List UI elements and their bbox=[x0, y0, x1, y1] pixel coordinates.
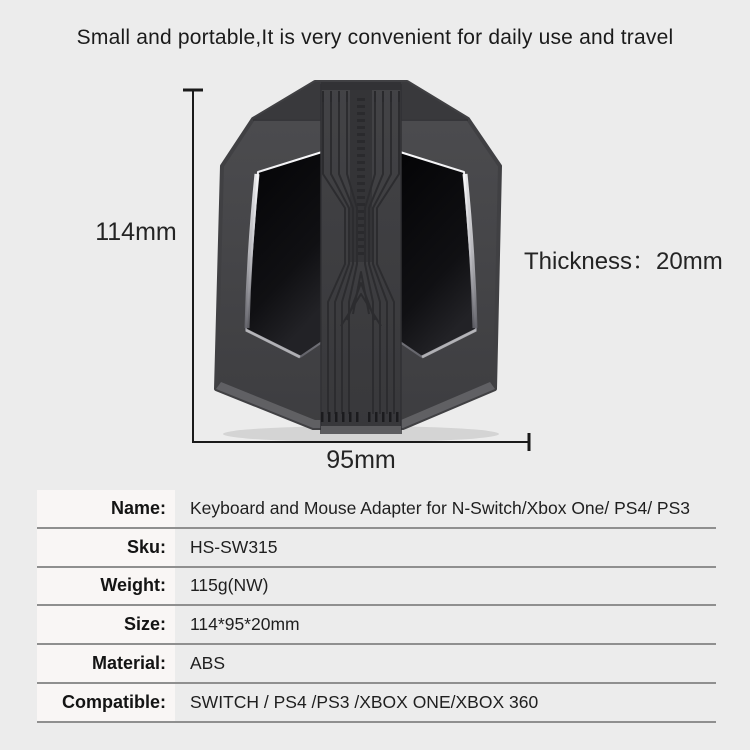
table-row bbox=[37, 645, 716, 684]
table-row bbox=[37, 568, 716, 607]
spec-label-name: Name: bbox=[37, 490, 175, 527]
device-left-panel bbox=[246, 152, 322, 357]
spec-label-compatible: Compatible: bbox=[37, 684, 175, 721]
spec-label-sku: Sku: bbox=[37, 529, 175, 566]
table-row bbox=[37, 606, 716, 645]
spec-value-weight: 115g(NW) bbox=[190, 575, 269, 596]
spec-label-material: Material: bbox=[37, 645, 175, 682]
thickness-dimension-label: Thickness：20mm bbox=[524, 248, 723, 275]
table-row bbox=[37, 490, 716, 529]
spec-value-name: Keyboard and Mouse Adapter for N-Switch/Xbox One/ PS4/ PS3 bbox=[190, 497, 690, 518]
table-row bbox=[37, 684, 716, 723]
spec-value-sku: HS-SW315 bbox=[190, 536, 278, 557]
product-image bbox=[216, 82, 500, 442]
spec-value-compatible: SWITCH / PS4 /PS3 /XBOX ONE/XBOX 360 bbox=[190, 691, 539, 712]
device-center-column bbox=[321, 82, 401, 434]
spec-label-size: Size: bbox=[37, 606, 175, 643]
page-title: Small and portable,It is very convenient for daily use and travel bbox=[76, 26, 674, 49]
device-right-panel bbox=[400, 152, 476, 357]
spec-label-weight: Weight: bbox=[37, 568, 175, 605]
spec-value-material: ABS bbox=[190, 653, 226, 674]
table-row bbox=[37, 529, 716, 568]
width-dimension-label: 95mm bbox=[326, 446, 396, 474]
spec-value-size: 114*95*20mm bbox=[190, 614, 300, 635]
height-dimension-label: 114mm bbox=[95, 218, 177, 246]
spec-table bbox=[37, 490, 716, 723]
